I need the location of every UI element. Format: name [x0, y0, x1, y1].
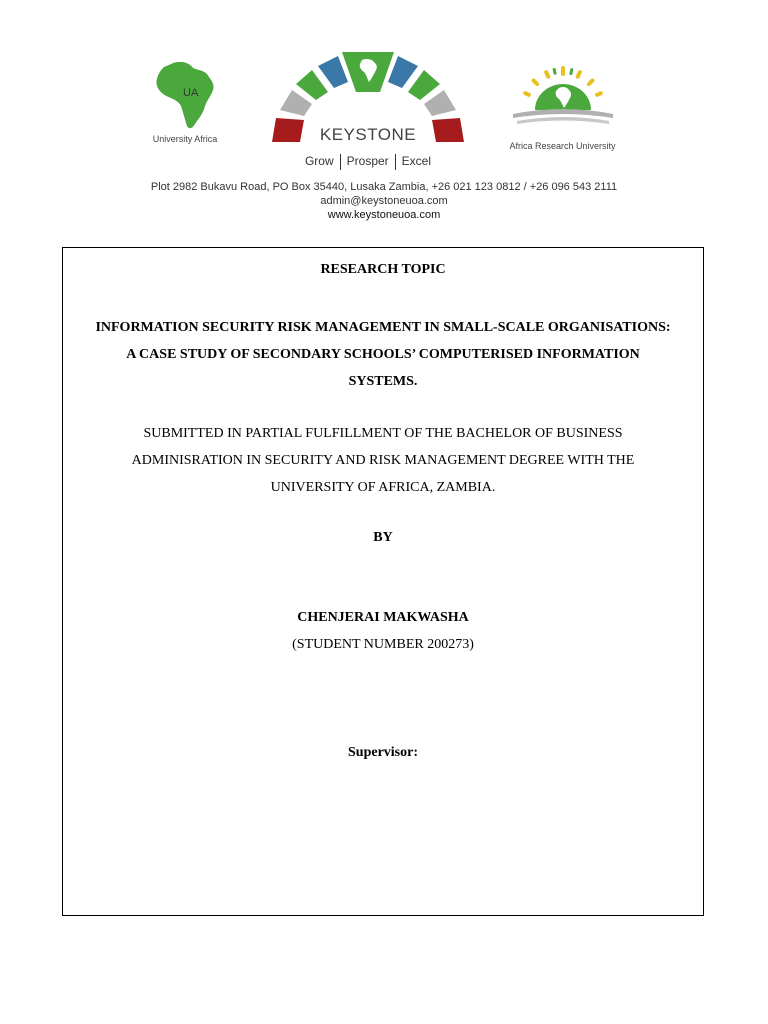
email-address: admin@keystoneuoa.com [320, 195, 448, 207]
author-name: CHENJERAI MAKWASHA [297, 610, 469, 625]
student-number: (STUDENT NUMBER 200273) [292, 637, 474, 652]
submission-line-3: UNIVERSITY OF AFRICA, ZAMBIA. [270, 480, 496, 495]
research-title [63, 314, 703, 395]
sunrise-book-icon [503, 64, 623, 134]
university-africa-caption: University Africa [152, 134, 218, 144]
research-topic-heading: RESEARCH TOPIC [320, 262, 446, 277]
contact-address [0, 180, 768, 222]
keystone-name: KEYSTONE [319, 125, 417, 144]
submission-statement [63, 420, 703, 501]
submission-line-1: SUBMITTED IN PARTIAL FULFILLMENT OF THE BACHELOR OF BUSINESS [143, 426, 623, 441]
title-line-3: SYSTEMS. [348, 374, 418, 389]
keystone-logo [268, 48, 468, 178]
submission-line-2: ADMINISRATION IN SECURITY AND RISK MANAGEMENT DEGREE WITH THE [131, 453, 635, 468]
africa-research-university-caption: Africa Research University [509, 141, 616, 151]
ua-initials: UA [183, 87, 199, 99]
letterhead [0, 0, 768, 240]
title-line-1: INFORMATION SECURITY RISK MANAGEMENT IN SMALL-SCALE ORGANISATIONS: [95, 320, 671, 335]
website-url: www.keystoneuoa.com [327, 209, 441, 221]
tagline-grow: Grow [304, 154, 334, 169]
title-line-2: A CASE STUDY OF SECONDARY SCHOOLS’ COMPUTERISED INFORMATION [126, 347, 640, 362]
university-africa-logo [140, 60, 230, 155]
cover-page-frame [62, 247, 704, 916]
address-line: Plot 2982 Bukavu Road, PO Box 35440, Lusaka Zambia, +26 021 123 0812 / +26 096 543 2111 [150, 181, 618, 193]
africa-research-university-logo [500, 64, 625, 154]
tagline-prosper: Prosper [346, 154, 389, 169]
by-label: BY [373, 530, 393, 545]
tagline-excel: Excel [401, 154, 432, 169]
africa-map-icon [153, 60, 217, 132]
supervisor-label: Supervisor: [348, 745, 418, 760]
keystone-tagline [268, 154, 468, 170]
